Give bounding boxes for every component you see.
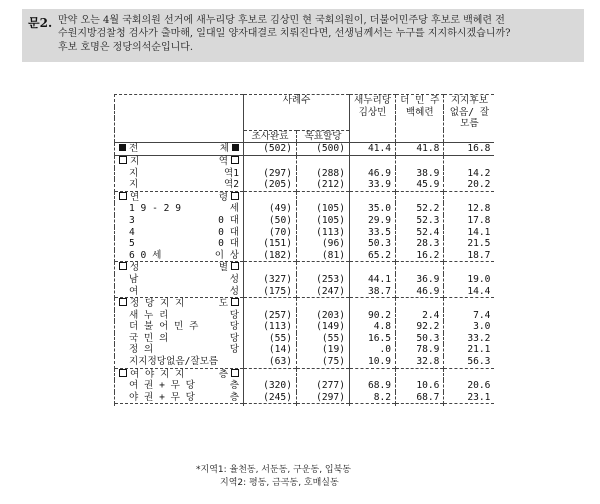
row-label-right [218, 227, 239, 239]
question-line: 후보 호명은 정당의석순입니다. [58, 41, 194, 53]
data-cell: 35.0 [350, 203, 396, 215]
group-title-blank [396, 368, 444, 380]
question-number: 문2. [28, 16, 53, 30]
row-label-text: 지 [129, 179, 139, 191]
group-title-blank [350, 262, 396, 274]
header-blank [244, 118, 350, 130]
data-cell: 7.4 [444, 310, 495, 322]
data-cell: (212) [297, 179, 350, 191]
square-marker-icon [119, 144, 126, 151]
row-label [115, 333, 244, 345]
row-label-left [119, 203, 181, 215]
data-cell: 16.2 [396, 250, 444, 262]
data-cell: 21.1 [444, 344, 495, 356]
data-cell: 92.2 [396, 321, 444, 333]
row-label [115, 168, 244, 180]
data-cell: (55) [244, 333, 297, 345]
square-marker-icon [119, 369, 127, 377]
group-title-blank [396, 191, 444, 203]
total-cell: 16.8 [444, 143, 495, 156]
data-cell: 10.9 [350, 356, 396, 368]
table-bottom [396, 404, 444, 407]
data-cell: 56.3 [444, 356, 495, 368]
group-title-blank [244, 298, 297, 310]
row-label-left [119, 380, 195, 392]
row-label-left [119, 286, 138, 298]
data-cell: 50.3 [396, 333, 444, 345]
row-label-text: 정 의 [129, 344, 154, 356]
square-marker-icon [231, 192, 239, 200]
group-title-blank [297, 155, 350, 167]
data-cell: 52.2 [396, 203, 444, 215]
group-title-blank [297, 262, 350, 274]
square-marker-icon [231, 369, 239, 377]
header-blank [115, 130, 244, 143]
results-table [114, 94, 494, 406]
row-label [115, 356, 244, 368]
data-cell: 46.9 [350, 168, 396, 180]
data-cell: 52.3 [396, 215, 444, 227]
data-cell: 16.5 [350, 333, 396, 345]
row-label-text: 령 [218, 191, 228, 203]
table-bottom [115, 404, 244, 407]
row-label [115, 179, 244, 191]
row-label-left [119, 262, 139, 274]
row-label-text: 체 [219, 143, 229, 155]
row-label-left [119, 227, 135, 239]
group-title-blank [350, 191, 396, 203]
data-cell: (113) [297, 227, 350, 239]
row-label [115, 215, 244, 227]
header-blank [244, 107, 350, 119]
row-label-text: 전 [129, 143, 139, 155]
row-label-left [119, 369, 184, 381]
question-line: 만약 오는 4월 국회의원 선거에 새누리당 후보로 김상민 현 국회의원이, 더불어민주당 후보로 백혜련 전 [58, 15, 505, 26]
data-cell: 10.6 [396, 380, 444, 392]
data-cell: 38.7 [350, 286, 396, 298]
header-undecided-3: 모름 [444, 118, 495, 130]
data-cell: (70) [244, 227, 297, 239]
row-label-right [224, 168, 239, 180]
row-label-text: 성 [229, 285, 239, 297]
row-label-text: 여 [129, 285, 139, 297]
header-target: 목표할당 [297, 130, 350, 143]
data-cell: 3.0 [444, 321, 495, 333]
data-cell: 14.2 [444, 168, 495, 180]
group-title [115, 262, 244, 274]
data-cell: (149) [297, 321, 350, 333]
row-label-right [230, 274, 239, 286]
row-label-left [119, 321, 198, 333]
row-label-right [219, 156, 239, 168]
table-bottom [444, 404, 495, 407]
row-label-text: 당 [229, 332, 239, 344]
footnote [196, 464, 351, 490]
total-cell: (502) [244, 143, 297, 156]
data-cell: 19.0 [444, 274, 495, 286]
group-title [115, 191, 244, 203]
row-label-text: 여 권 + 무 당 [129, 380, 195, 392]
group-title-blank [444, 155, 495, 167]
data-cell: (247) [297, 286, 350, 298]
header-completed: 조사완료 [244, 130, 297, 143]
row-label-right [230, 392, 239, 404]
data-cell: (297) [244, 168, 297, 180]
data-cell: 36.9 [396, 274, 444, 286]
row-label-text: 야 권 + 무 당 [129, 391, 195, 403]
row-label [115, 274, 244, 286]
row-label [115, 227, 244, 239]
data-cell: (19) [297, 344, 350, 356]
row-label-right [230, 310, 239, 322]
data-cell: (327) [244, 274, 297, 286]
row-label-text: 정 당 지 지 [130, 298, 185, 310]
row-label-right [219, 262, 239, 274]
row-label-right [230, 344, 239, 356]
row-label-right [230, 286, 239, 298]
data-cell: 14.1 [444, 227, 495, 239]
row-label-right [215, 250, 239, 262]
row-label-left [119, 238, 135, 250]
table-bottom [350, 404, 396, 407]
header-blank [350, 118, 396, 130]
row-label-text: 당 [229, 309, 239, 321]
row-label [115, 321, 244, 333]
square-marker-icon [231, 298, 239, 306]
row-label-text: 0 대 [218, 226, 239, 238]
data-cell: (277) [297, 380, 350, 392]
data-cell: 45.9 [396, 179, 444, 191]
row-label-text: 세 [229, 203, 239, 215]
row-label [115, 238, 244, 250]
data-cell: 50.3 [350, 238, 396, 250]
data-cell: (253) [297, 274, 350, 286]
data-cell: (257) [244, 310, 297, 322]
data-cell: (81) [297, 250, 350, 262]
question-line: 수원지방검찰청 검사가 출마해, 일대일 양자대결로 치뤄진다면, 선생님께서는 누구를 지지하시겠습니까? [58, 28, 511, 40]
group-title-blank [244, 368, 297, 380]
data-cell: 18.7 [444, 250, 495, 262]
footnote-line: *지역1: 율천동, 서둔동, 구운동, 입북동 [196, 465, 352, 475]
row-label-left [119, 310, 168, 322]
data-cell: (203) [297, 310, 350, 322]
data-cell: 21.5 [444, 238, 495, 250]
data-cell: (105) [297, 215, 350, 227]
row-label-text: 연 [130, 191, 140, 203]
row-label-right [230, 333, 239, 345]
footnote-line: 지역2: 평동, 금곡동, 호매실동 [220, 478, 339, 488]
header-undecided: 지지후보 [444, 95, 495, 107]
data-cell: 2.4 [396, 310, 444, 322]
square-marker-icon [232, 144, 239, 151]
data-cell: (320) [244, 380, 297, 392]
data-cell: (63) [244, 356, 297, 368]
row-label-right [230, 321, 239, 333]
row-label-left [119, 392, 195, 404]
row-label-text: 역 [218, 155, 228, 167]
row-label-text: 별 [218, 262, 228, 274]
group-title-blank [396, 155, 444, 167]
data-cell: (75) [297, 356, 350, 368]
row-label-text: 6 0 세 [129, 249, 162, 261]
row-label-text: 0 대 [218, 238, 239, 250]
data-cell: (175) [244, 286, 297, 298]
group-title [115, 298, 244, 310]
header-candidate-1-name: 김상민 [350, 107, 396, 119]
data-cell: (105) [297, 203, 350, 215]
data-cell: (205) [244, 179, 297, 191]
data-cell: 33.2 [444, 333, 495, 345]
row-label-text: 새 누 리 [129, 309, 169, 321]
header-blank [350, 130, 396, 143]
row-label-text: 5 [129, 238, 135, 250]
row-label-text: 남 [129, 273, 139, 285]
row-label-left [119, 274, 138, 286]
group-title-blank [396, 298, 444, 310]
row-label-text: 지 [130, 155, 140, 167]
square-marker-icon [231, 262, 239, 270]
row-label-right [230, 203, 239, 215]
row-label-text: 역2 [223, 179, 239, 191]
square-marker-icon [231, 156, 239, 164]
square-marker-icon [119, 192, 127, 200]
header-candidate-2-name: 백혜련 [396, 107, 444, 119]
row-label-text: 지 [129, 167, 139, 179]
header-sample-size: 사례수 [244, 95, 350, 107]
group-title-blank [297, 368, 350, 380]
row-label-left [119, 250, 161, 262]
data-cell: (288) [297, 168, 350, 180]
data-cell: 29.9 [350, 215, 396, 227]
row-label-right [230, 380, 239, 392]
group-title-blank [297, 191, 350, 203]
row-label-text: 0 대 [218, 214, 239, 226]
table-bottom [297, 404, 350, 407]
data-cell: 8.2 [350, 392, 396, 404]
table-bottom [244, 404, 297, 407]
data-cell: 33.5 [350, 227, 396, 239]
total-cell: (500) [297, 143, 350, 156]
group-title-blank [444, 298, 495, 310]
data-cell: 14.4 [444, 286, 495, 298]
data-cell: (96) [297, 238, 350, 250]
header-undecided-2: 없음/ 잘 [444, 107, 495, 119]
data-cell: 68.9 [350, 380, 396, 392]
data-cell: (14) [244, 344, 297, 356]
data-cell: (113) [244, 321, 297, 333]
header-candidate-2: 더 민 주 [396, 95, 444, 107]
data-cell: 23.1 [444, 392, 495, 404]
data-cell: (182) [244, 250, 297, 262]
group-title-blank [350, 368, 396, 380]
row-label-left [119, 344, 153, 356]
square-marker-icon [119, 156, 127, 164]
data-cell: 38.9 [396, 168, 444, 180]
data-cell: (297) [297, 392, 350, 404]
data-cell: 12.8 [444, 203, 495, 215]
data-cell: 17.8 [444, 215, 495, 227]
row-label-text: 층 [218, 368, 228, 380]
row-label [115, 392, 244, 404]
row-label-text: 1 9 - 2 9 [129, 203, 181, 215]
row-label-text: 이 상 [214, 249, 239, 261]
total-label [115, 143, 244, 156]
group-title-blank [444, 262, 495, 274]
data-cell: 46.9 [396, 286, 444, 298]
row-label-text: 도 [218, 298, 228, 310]
row-label-left [119, 168, 138, 180]
row-label-text: 당 [229, 321, 239, 333]
group-title-blank [244, 262, 297, 274]
header-blank [396, 118, 444, 130]
group-title-blank [444, 191, 495, 203]
group-title-blank [244, 155, 297, 167]
row-label-left [119, 356, 218, 368]
row-label-left [119, 179, 138, 191]
header-blank [115, 95, 244, 107]
row-label [115, 310, 244, 322]
row-label-text: 역1 [223, 167, 239, 179]
data-cell: 28.3 [396, 238, 444, 250]
total-cell: 41.8 [396, 143, 444, 156]
row-label [115, 286, 244, 298]
row-label-right [220, 143, 239, 155]
row-label-text: 4 [129, 226, 135, 238]
row-label [115, 344, 244, 356]
data-cell: 20.6 [444, 380, 495, 392]
row-label-right [219, 298, 239, 310]
group-title [115, 155, 244, 167]
row-label [115, 380, 244, 392]
data-cell: (55) [297, 333, 350, 345]
data-cell: 90.2 [350, 310, 396, 322]
row-label [115, 203, 244, 215]
row-label [115, 250, 244, 262]
row-label-text: 3 [129, 214, 135, 226]
row-label-text: 성 [229, 273, 239, 285]
data-cell: .0 [350, 344, 396, 356]
row-label-text: 여 야 지 지 [130, 368, 185, 380]
row-label-left [119, 192, 139, 204]
data-cell: 20.2 [444, 179, 495, 191]
group-title-blank [350, 298, 396, 310]
group-title-blank [244, 191, 297, 203]
header-blank [115, 118, 244, 130]
row-label-right [218, 215, 239, 227]
data-cell: 78.9 [396, 344, 444, 356]
row-label-text: 성 [130, 262, 140, 274]
row-label-right [224, 179, 239, 191]
row-label-right [219, 192, 239, 204]
data-cell: 4.8 [350, 321, 396, 333]
header-blank [115, 107, 244, 119]
row-label-text: 당 [229, 344, 239, 356]
row-label-right [218, 238, 239, 250]
row-label-text: 더 불 어 민 주 [129, 321, 199, 333]
header-candidate-1: 새누리당 [350, 95, 396, 107]
group-title-blank [396, 262, 444, 274]
row-label-left [119, 215, 135, 227]
group-title [115, 368, 244, 380]
row-label-text: 층 [229, 380, 239, 392]
data-cell: (151) [244, 238, 297, 250]
group-title-blank [297, 298, 350, 310]
header-blank [444, 130, 495, 143]
row-label-left [119, 143, 138, 155]
square-marker-icon [119, 298, 127, 306]
row-label-text: 층 [229, 391, 239, 403]
square-marker-icon [119, 262, 127, 270]
row-label-right [219, 369, 239, 381]
row-label-left [119, 333, 168, 345]
data-cell: (50) [244, 215, 297, 227]
question-text [58, 14, 582, 54]
data-cell: 44.1 [350, 274, 396, 286]
data-cell: 65.2 [350, 250, 396, 262]
row-label-text: 지지정당없음/잘모름 [129, 356, 219, 368]
group-title-blank [444, 368, 495, 380]
data-cell: 33.9 [350, 179, 396, 191]
total-cell: 41.4 [350, 143, 396, 156]
data-cell: 32.8 [396, 356, 444, 368]
data-cell: 52.4 [396, 227, 444, 239]
data-cell: 68.7 [396, 392, 444, 404]
row-label-left [119, 298, 184, 310]
group-title-blank [350, 155, 396, 167]
header-blank [396, 130, 444, 143]
data-cell: (245) [244, 392, 297, 404]
row-label-left [119, 156, 139, 168]
data-cell: (49) [244, 203, 297, 215]
row-label-text: 국 민 의 [129, 332, 169, 344]
